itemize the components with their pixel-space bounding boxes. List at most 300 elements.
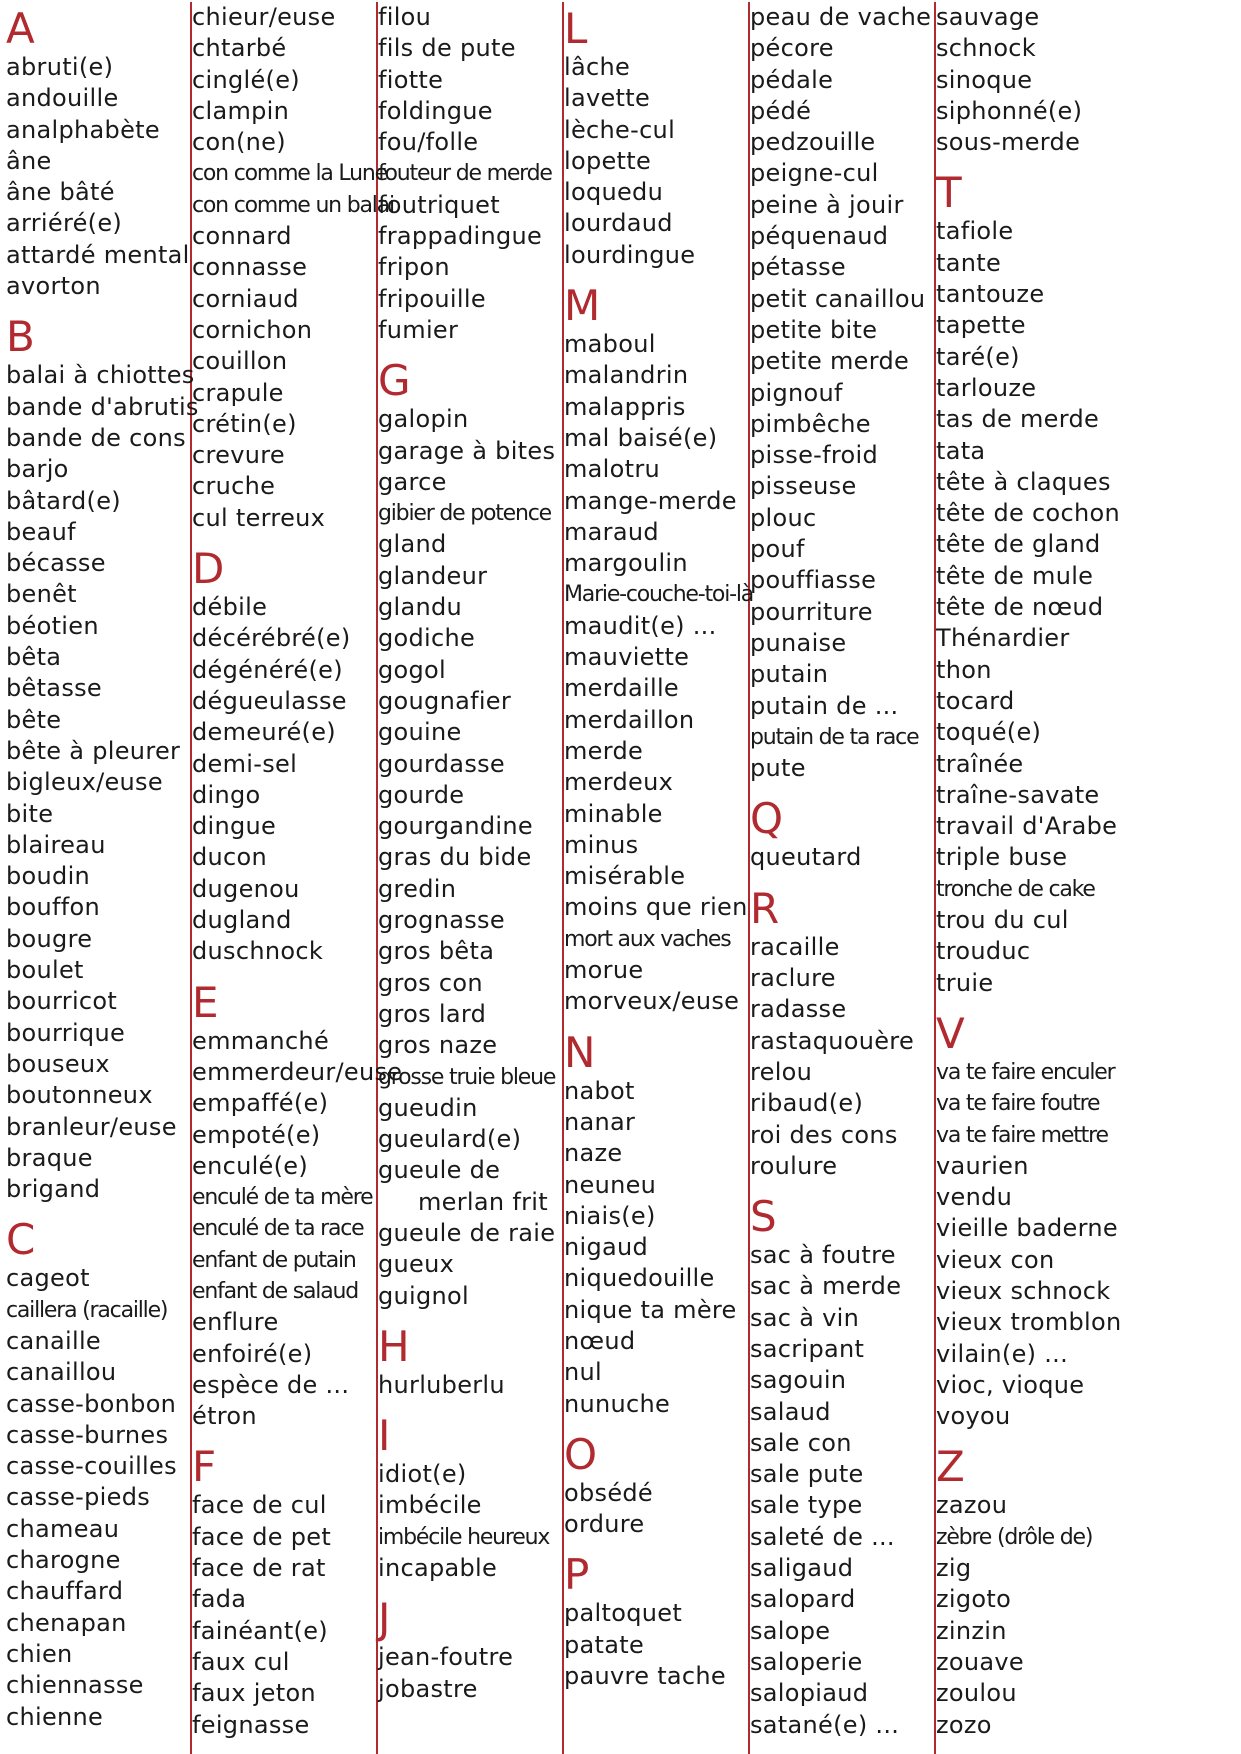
glossary-entry: zigoto [936,1585,1012,1614]
glossary-entry: tafiole [936,217,1014,246]
glossary-entry: va te faire enculer [936,1059,1115,1085]
section-letter-p: P [564,1550,590,1600]
glossary-entry: merdeux [564,768,674,797]
glossary-entry: punaise [750,628,847,657]
glossary-entry: con(ne) [192,128,286,157]
glossary-entry: vieux con [936,1245,1055,1274]
glossary-entry: chtarbé [192,34,287,63]
glossary-entry: gourde [378,780,465,809]
glossary-entry: lavette [564,84,651,113]
glossary-entry: con comme un balai [192,192,394,218]
glossary-entry: satané(e) ... [750,1710,900,1739]
glossary-entry: péquenaud [750,222,889,251]
glossary-entry: idiot(e) [378,1460,467,1489]
glossary-entry: paltoquet [564,1599,683,1628]
section-letter-b: B [6,312,35,362]
glossary-entry: clampin [192,96,290,125]
glossary-entry: nanar [564,1107,636,1136]
glossary-entry: merlan frit [418,1187,548,1216]
glossary-entry: faux jeton [192,1679,316,1708]
glossary-entry: sale pute [750,1460,864,1489]
glossary-entry: pourriture [750,597,873,626]
glossary-entry: incapable [378,1554,498,1583]
glossary-entry: trou du cul [936,906,1069,935]
glossary-entry: branleur/euse [6,1112,177,1141]
glossary-entry: siphonné(e) [936,96,1083,125]
glossary-entry: garce [378,467,447,496]
glossary-entry: grognasse [378,906,505,935]
glossary-entry: cageot [6,1264,90,1293]
glossary-entry: maraud [564,517,659,546]
glossary-entry: imbécile [378,1491,482,1520]
glossary-entry: duschnock [192,937,324,966]
glossary-entry: tête de gland [936,530,1101,559]
glossary-entry: guignol [378,1281,470,1310]
glossary-entry: charogne [6,1546,121,1575]
glossary-entry: minable [564,799,663,828]
section-letter-q: Q [750,794,784,844]
glossary-entry: chieur/euse [192,3,336,31]
glossary-entry: zouave [936,1647,1024,1676]
glossary-column-5 [750,2,936,1754]
glossary-entry: morue [564,956,644,985]
glossary-entry: nigaud [564,1233,649,1262]
glossary-entry: enfoiré(e) [192,1339,313,1368]
glossary-entry: emmerdeur/euse [192,1057,403,1086]
glossary-entry: vaurien [936,1151,1029,1180]
glossary-entry: putain de ... [750,691,899,720]
glossary-entry: raclure [750,964,836,993]
glossary-entry: zig [936,1554,972,1583]
glossary-entry: couillon [192,347,288,376]
glossary-entry: chiennasse [6,1671,144,1700]
glossary-entry: frappadingue [378,222,543,251]
glossary-entry: peine à jouir [750,190,904,219]
glossary-entry: fou/folle [378,128,479,157]
glossary-entry: gredin [378,874,457,903]
glossary-entry: taré(e) [936,342,1020,371]
glossary-entry: bande d'abrutis [6,392,199,421]
glossary-entry: Thénardier [936,624,1070,653]
glossary-entry: relou [750,1057,813,1086]
glossary-entry: voyou [936,1402,1011,1431]
glossary-entry: lourdingue [564,240,696,269]
glossary-entry: con comme la Lune [192,161,387,187]
glossary-entry: pouf [750,535,805,564]
glossary-entry: pécore [750,34,834,63]
glossary-entry: enflure [192,1308,279,1337]
glossary-entry: empoté(e) [192,1120,321,1149]
glossary-entry: petit canaillou [750,284,926,313]
section-letter-c: C [6,1215,36,1265]
glossary-entry: crétin(e) [192,409,297,438]
glossary-entry: zozo [936,1710,992,1739]
glossary-entry: pédé [750,96,812,125]
section-letter-r: R [750,883,780,933]
glossary-entry: bande de cons [6,423,186,452]
glossary-entry: merde [564,736,644,765]
glossary-entry: caillera (racaille) [6,1297,168,1323]
glossary-entry: pisseuse [750,472,857,501]
glossary-entry: andouille [6,84,119,113]
glossary-entry: niquedouille [564,1264,715,1293]
glossary-entry: enculé de ta mère [192,1185,373,1211]
glossary-entry: vioc, vioque [936,1370,1085,1399]
glossary-entry: peau de vache [750,3,932,31]
glossary-entry: demi-sel [192,749,298,778]
glossary-entry: glandeur [378,561,488,590]
glossary-entry: gueux [378,1250,455,1279]
glossary-entry: gueudin [378,1093,478,1122]
glossary-entry: mauviette [564,643,690,672]
glossary-entry: dugland [192,906,292,935]
glossary-entry: pimbêche [750,409,871,438]
glossary-entry: blaireau [6,830,106,859]
glossary-entry: boulet [6,956,84,985]
glossary-entry: pétasse [750,253,846,282]
glossary-column-1 [6,2,199,1754]
glossary-entry: benêt [6,580,77,609]
glossary-entry: pouffiasse [750,566,877,595]
glossary-entry: ribaud(e) [750,1089,864,1118]
glossary-entry: faux cul [192,1647,290,1676]
glossary-entry: chauffard [6,1577,124,1606]
section-letter-h: H [378,1321,410,1371]
section-letter-n: N [564,1027,596,1077]
section-letter-d: D [192,544,225,594]
glossary-entry: petite merde [750,347,910,376]
glossary-entry: barjo [6,455,69,484]
glossary-entry: tante [936,248,1002,277]
glossary-entry: connard [192,222,292,251]
glossary-entry: canaille [6,1326,101,1355]
glossary-entry: saleté de ... [750,1522,895,1551]
glossary-entry: dugenou [192,874,300,903]
glossary-entry: face de cul [192,1491,327,1520]
glossary-entry: gourgandine [378,812,533,841]
section-letter-m: M [564,281,601,331]
glossary-entry: morveux/euse [564,987,740,1016]
glossary-entry: sous-merde [936,128,1081,157]
glossary-entry: gueule de raie [378,1218,556,1247]
glossary-entry: tête de cochon [936,499,1120,528]
glossary-entry: demeuré(e) [192,718,336,747]
glossary-entry: gogol [378,655,447,684]
glossary-entry: âne bâté [6,178,115,207]
glossary-entry: dégueulasse [192,686,347,715]
glossary-entry: sac à vin [750,1303,860,1332]
glossary-entry: pedzouille [750,128,876,157]
section-letter-a: A [6,4,35,53]
glossary-entry: enfant de putain [192,1247,356,1273]
glossary-entry: fainéant(e) [192,1616,328,1645]
glossary-entry: pisse-froid [750,441,879,470]
glossary-entry: casse-pieds [6,1483,151,1512]
glossary-entry: gras du bide [378,843,532,872]
glossary-entry: décérébré(e) [192,624,351,653]
glossary-entry: neuneu [564,1170,657,1199]
glossary-entry: merdaille [564,674,680,703]
glossary-entry: lopette [564,146,652,175]
glossary-entry: bite [6,799,54,828]
glossary-entry: filou [378,3,432,31]
glossary-entry: foutriquet [378,190,500,219]
glossary-entry: cul terreux [192,503,326,532]
glossary-entry: misérable [564,862,686,891]
glossary-entry: niais(e) [564,1201,656,1230]
glossary-entry: cruche [192,472,276,501]
glossary-entry: brigand [6,1175,101,1204]
glossary-entry: godiche [378,624,476,653]
glossary-entry: tata [936,436,986,465]
glossary-entry: étron [192,1402,257,1431]
glossary-entry: ordure [564,1510,645,1539]
glossary-entry: vendu [936,1183,1013,1212]
glossary-entry: travail d'Arabe [936,812,1118,841]
glossary-entry: putain de ta race [750,724,919,750]
glossary-entry: bâtard(e) [6,486,121,515]
glossary-entry: toqué(e) [936,718,1042,747]
section-letter-l: L [564,4,588,53]
glossary-entry: sac à foutre [750,1241,896,1270]
glossary-entry: chenapan [6,1608,127,1637]
glossary-column-4 [564,2,754,1754]
glossary-entry: bêta [6,643,62,672]
glossary-entry: salaud [750,1397,831,1426]
glossary-entry: obsédé [564,1478,653,1507]
glossary-entry: margoulin [564,549,688,578]
section-letter-z: Z [936,1442,965,1492]
glossary-column-3 [378,2,564,1754]
glossary-entry: sauvage [936,3,1040,31]
glossary-entry: gougnafier [378,686,512,715]
glossary-entry: lourdaud [564,209,673,238]
glossary-entry: corniaud [192,284,299,313]
glossary-entry: analphabète [6,115,160,144]
glossary-entry: vieux tromblon [936,1308,1122,1337]
glossary-entry: tas de merde [936,405,1100,434]
glossary-entry: vieille baderne [936,1214,1118,1243]
glossary-entry: tronche de cake [936,876,1095,902]
glossary-entry: chameau [6,1514,120,1543]
glossary-entry: malandrin [564,361,689,390]
glossary-entry: vilain(e) ... [936,1339,1069,1368]
section-letter-o: O [564,1429,598,1479]
glossary-entry: beauf [6,517,76,546]
glossary-entry: saligaud [750,1554,854,1583]
glossary-entry: face de pet [192,1522,332,1551]
glossary-entry: sagouin [750,1366,847,1395]
section-letter-t: T [936,168,962,218]
glossary-entry: racaille [750,932,840,961]
glossary-entry: garage à bites [378,436,556,465]
glossary-entry: galopin [378,405,469,434]
glossary-entry: traîne-savate [936,780,1100,809]
glossary-entry: bourrique [6,1018,126,1047]
glossary-entry: tapette [936,311,1026,340]
glossary-entry: enfant de salaud [192,1278,359,1304]
glossary-entry: tocard [936,686,1015,715]
glossary-entry: truie [936,968,994,997]
glossary-entry: fripouille [378,284,486,313]
glossary-entry: zazou [936,1491,1008,1520]
glossary-entry: crapule [192,378,284,407]
glossary-entry: nabot [564,1076,635,1105]
section-letter-f: F [192,1442,217,1492]
glossary-entry: espèce de ... [192,1370,350,1399]
section-letter-i: I [378,1411,391,1461]
glossary-entry: dégénéré(e) [192,655,343,684]
glossary-entry: bouffon [6,893,101,922]
glossary-entry: pauvre tache [564,1662,726,1691]
glossary-entry: fouteur de merde [378,161,552,187]
glossary-entry: zoulou [936,1679,1017,1708]
glossary-entry: enculé(e) [192,1151,309,1180]
glossary-entry: fada [192,1585,247,1614]
glossary-entry: tête à claques [936,467,1111,496]
glossary-entry: roi des cons [750,1120,898,1149]
glossary-entry: casse-couilles [6,1452,177,1481]
section-letter-g: G [378,356,411,406]
glossary-entry: pédale [750,65,834,94]
glossary-entry: gueule de [378,1156,501,1185]
glossary-entry: bigleux/euse [6,768,163,797]
glossary-entry: thon [936,655,992,684]
glossary-entry: tête de nœud [936,593,1104,622]
glossary-entry: fiotte [378,65,444,94]
glossary-entry: gros naze [378,1031,498,1060]
glossary-entry: gibier de potence [378,501,551,527]
glossary-entry: boudin [6,862,91,891]
glossary-entry: naze [564,1139,623,1168]
glossary-entry: mange-merde [564,486,737,515]
glossary-entry: va te faire mettre [936,1122,1108,1148]
glossary-entry: schnock [936,34,1036,63]
glossary-entry: Marie-couche-toi-là [564,582,754,608]
glossary-entry: avorton [6,272,101,301]
glossary-entry: vieux schnock [936,1276,1111,1305]
glossary-entry: sac à merde [750,1272,902,1301]
glossary-entry: glandu [378,593,463,622]
glossary-entry: braque [6,1143,93,1172]
glossary-entry: sacripant [750,1334,865,1363]
glossary-entry: béotien [6,611,99,640]
glossary-entry: cinglé(e) [192,65,300,94]
glossary-entry: casse-burnes [6,1420,169,1449]
glossary-entry: patate [564,1630,645,1659]
glossary-entry: salopiaud [750,1679,869,1708]
glossary-entry: malotru [564,455,661,484]
section-letter-e: E [192,977,219,1027]
glossary-entry: zinzin [936,1616,1007,1645]
glossary-entry: nœud [564,1326,636,1355]
glossary-entry: feignasse [192,1710,310,1739]
glossary-entry: empaffé(e) [192,1089,329,1118]
glossary-entry: salopard [750,1585,856,1614]
glossary-entry: casse-bonbon [6,1389,177,1418]
glossary-entry: bêtasse [6,674,102,703]
glossary-entry: loquedu [564,178,664,207]
glossary-entry: ducon [192,843,268,872]
glossary-entry: rastaquouère [750,1026,915,1055]
section-letter-j: J [378,1594,391,1644]
glossary-entry: mort aux vaches [564,926,731,952]
glossary-entry: tête de mule [936,561,1094,590]
glossary-entry: connasse [192,253,308,282]
glossary-entry: saloperie [750,1647,863,1676]
glossary-entry: traînée [936,749,1024,778]
glossary-entry: lâche [564,53,631,81]
glossary-entry: plouc [750,503,817,532]
glossary-entry: boutonneux [6,1081,153,1110]
glossary-entry: bougre [6,924,93,953]
glossary-entry: petite bite [750,315,878,344]
glossary-entry: minus [564,830,639,859]
glossary-entry: zèbre (drôle de) [936,1524,1093,1550]
glossary-entry: gueulard(e) [378,1125,522,1154]
glossary-entry: dingo [192,780,261,809]
glossary-entry: hurluberlu [378,1370,505,1399]
glossary-entry: nunuche [564,1389,671,1418]
glossary-entry: peigne-cul [750,159,879,188]
section-letter-s: S [750,1192,777,1242]
glossary-entry: jobastre [378,1674,478,1703]
glossary-entry: lèche-cul [564,115,676,144]
glossary-entry: salope [750,1616,831,1645]
glossary-entry: gros lard [378,999,487,1028]
glossary-entry: bourricot [6,987,118,1016]
glossary-entry: tantouze [936,280,1045,309]
glossary-entry: pignouf [750,378,843,407]
glossary-entry: crevure [192,441,285,470]
glossary-entry: imbécile heureux [378,1524,550,1550]
glossary-entry: triple buse [936,843,1068,872]
glossary-entry: maudit(e) ... [564,611,717,640]
glossary-entry: nique ta mère [564,1295,737,1324]
glossary-entry: pute [750,754,806,783]
glossary-entry: sale con [750,1428,852,1457]
glossary-entry: dingue [192,812,277,841]
glossary-entry: cornichon [192,315,313,344]
glossary-entry: maboul [564,330,656,359]
glossary-entry: queutard [750,843,862,872]
glossary-entry: débile [192,593,268,622]
glossary-entry: enculé de ta race [192,1216,364,1242]
glossary-entry: chien [6,1639,73,1668]
glossary-entry: bouseux [6,1049,110,1078]
glossary-entry: abruti(e) [6,53,114,81]
glossary-entry: gros bêta [378,937,495,966]
glossary-entry: attardé mental [6,240,190,269]
glossary-entry: tarlouze [936,373,1037,402]
glossary-entry: fils de pute [378,34,516,63]
glossary-entry: grosse truie bleue [378,1064,556,1090]
glossary-column-6 [936,2,1236,1754]
glossary-entry: fumier [378,315,459,344]
glossary-entry: gouine [378,718,462,747]
glossary-entry: sale type [750,1491,863,1520]
glossary-entry: bête à pleurer [6,736,181,765]
glossary-entry: gland [378,530,447,559]
glossary-entry: malappris [564,392,686,421]
glossary-entry: emmanché [192,1026,330,1055]
glossary-entry: gros con [378,968,483,997]
glossary-entry: merdaillon [564,705,695,734]
glossary-entry: va te faire foutre [936,1091,1100,1117]
glossary-entry: arriéré(e) [6,209,123,238]
glossary-entry: âne [6,146,52,175]
glossary-entry: jean-foutre [378,1643,514,1672]
